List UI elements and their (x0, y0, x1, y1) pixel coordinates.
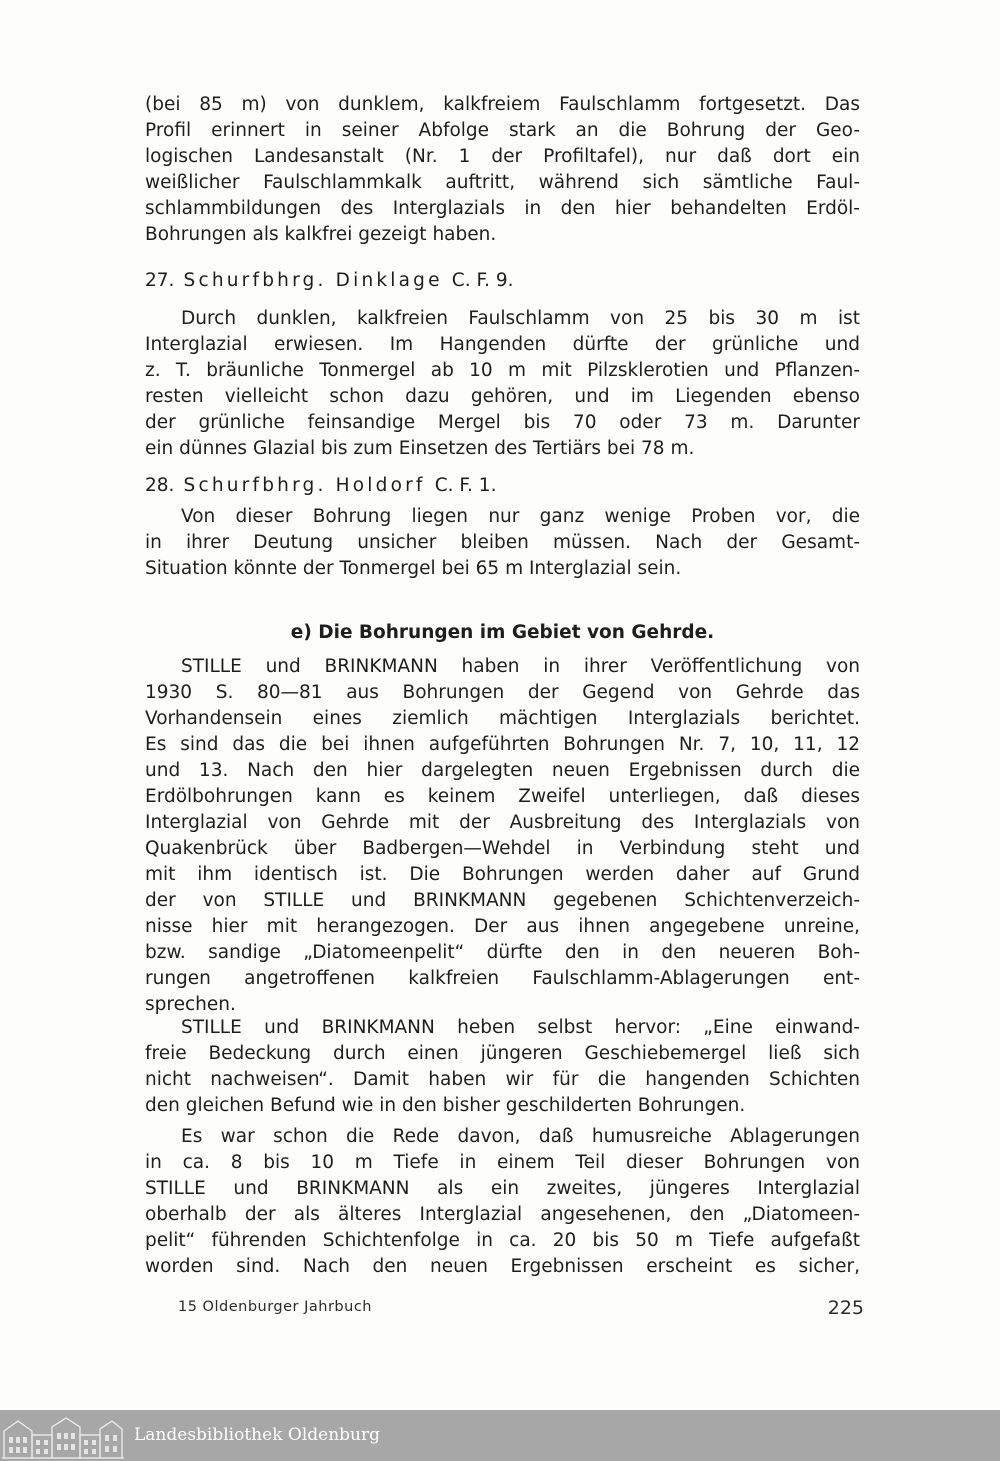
text-line: Profil erinnert in seiner Abfolge stark an die Bohrung der Geo- (145, 120, 860, 141)
page-number: 225 (827, 1297, 864, 1319)
text-line: Interglazial erwiesen. Im Hangenden dürfte der grünliche und (145, 334, 860, 355)
text-line: in ca. 8 bis 10 m Tiefe in einem Teil dieser Bohrungen von (145, 1152, 860, 1173)
entry-heading (145, 268, 860, 294)
text-line: rungen angetroffenen kalkfreien Faulschlamm-Ablagerungen ent- (145, 968, 860, 989)
text-line: worden sind. Nach den neuen Ergebnissen erscheint es sicher, (145, 1256, 860, 1277)
text-line: der grünliche feinsandige Mergel bis 70 oder 73 m. Darunter (145, 412, 860, 433)
text-line: Es war schon die Rede davon, daß humusreiche Ablagerungen (181, 1126, 860, 1147)
text-line: Durch dunklen, kalkfreien Faulschlamm von 25 bis 30 m ist (181, 308, 860, 329)
entry-27 (145, 268, 860, 462)
text-line: und 13. Nach den hier dargelegten neuen Ergebnissen durch die (145, 760, 860, 781)
text-line: STILLE und BRINKMANN haben in ihrer Veröffentlichung von (181, 656, 860, 677)
text-line: STILLE und BRINKMANN als ein zweites, jüngeres Interglazial (145, 1178, 860, 1199)
text-line: Quakenbrück über Badbergen—Wehdel in Verbindung steht und (145, 838, 860, 859)
text-line: freie Bedeckung durch einen jüngeren Geschiebemergel ließ sich (145, 1043, 860, 1064)
text-line: nicht nachweisen“. Damit haben wir für die hangenden Schichten (145, 1069, 860, 1090)
paragraph-rede (145, 1124, 860, 1280)
entry-number: 27. (145, 270, 175, 291)
text-line: Situation könnte der Tonmergel bei 65 m Interglazial sein. (145, 558, 682, 579)
footer-signature: 15 Oldenburger Jahrbuch (178, 1299, 372, 1315)
entry-name: Schurfbhrg. Holdorf (183, 475, 426, 496)
entry-28 (145, 473, 860, 582)
paragraph-continued (145, 92, 860, 248)
text-line: Vorhandensein eines ziemlich mächtigen Interglazials berichtet. (145, 708, 860, 729)
text-line: bzw. sandige „Diatomeenpelit“ dürfte den in den neueren Boh- (145, 942, 860, 963)
entry-heading (145, 473, 860, 499)
text-line: in ihrer Deutung unsicher bleiben müssen. Nach der Gesamt- (145, 532, 860, 553)
text-line: (bei 85 m) von dunklem, kalkfreiem Faulschlamm fortgesetzt. Das (145, 94, 860, 115)
paragraph-hervor (145, 1015, 860, 1119)
text-line: mit ihm identisch ist. Die Bohrungen werden daher auf Grund (145, 864, 860, 885)
text-line: logischen Landesanstalt (Nr. 1 der Profiltafel), nur daß dort ein (145, 146, 860, 167)
library-building-icon (0, 1413, 125, 1459)
entry-code: C. F. 1. (434, 475, 497, 496)
text-line: der von STILLE und BRINKMANN gegebenen Schichtenverzeich- (145, 890, 860, 911)
entry-name: Schurfbhrg. Dinklage (183, 270, 443, 291)
text-line: Erdölbohrungen kann es keinem Zweifel unterliegen, daß dieses (145, 786, 860, 807)
text-line: ein dünnes Glazial bis zum Einsetzen des Tertiärs bei 78 m. (145, 438, 695, 459)
paragraph-stille (145, 654, 860, 1018)
text-line: pelit“ führenden Schichtenfolge in ca. 20 bis 50 m Tiefe aufgefaßt (145, 1230, 860, 1251)
text-line: Bohrungen als kalkfrei gezeigt haben. (145, 224, 497, 245)
text-line: nisse hier mit herangezogen. Der aus ihnen angegebene unreine, (145, 916, 860, 937)
entry-number: 28. (145, 475, 175, 496)
text-line: schlammbildungen des Interglazials in den hier behandelten Erdöl- (145, 198, 860, 219)
library-name: Landesbibliothek Oldenburg (134, 1425, 381, 1445)
text-line: Interglazial von Gehrde mit der Ausbreitung des Interglazials von (145, 812, 860, 833)
text-line: sprechen. (145, 994, 236, 1015)
text-line: STILLE und BRINKMANN heben selbst hervor: „Eine einwand- (181, 1017, 860, 1038)
text-line: den gleichen Befund wie in den bisher geschilderten Bohrungen. (145, 1095, 746, 1116)
text-line: weißlicher Faulschlammkalk auftritt, während sich sämtliche Faul- (145, 172, 860, 193)
section-heading: e) Die Bohrungen im Gebiet von Gehrde. (290, 622, 715, 643)
text-line: z. T. bräunliche Tonmergel ab 10 m mit Pilzsklerotien und Pflanzen- (145, 360, 860, 381)
text-line: resten vielleicht schon dazu gehören, und im Liegenden ebenso (145, 386, 860, 407)
text-line: 1930 S. 80—81 aus Bohrungen der Gegend von Gehrde das (145, 682, 860, 703)
text-line: Von dieser Bohrung liegen nur ganz wenige Proben vor, die (181, 506, 860, 527)
text-line: oberhalb der als älteres Interglazial angesehenen, den „Diatomeen- (145, 1204, 860, 1225)
text-line: Es sind das die bei ihnen aufgeführten Bohrungen Nr. 7, 10, 11, 12 (145, 734, 860, 755)
library-banner (0, 1410, 1000, 1461)
entry-code: C. F. 9. (451, 270, 514, 291)
